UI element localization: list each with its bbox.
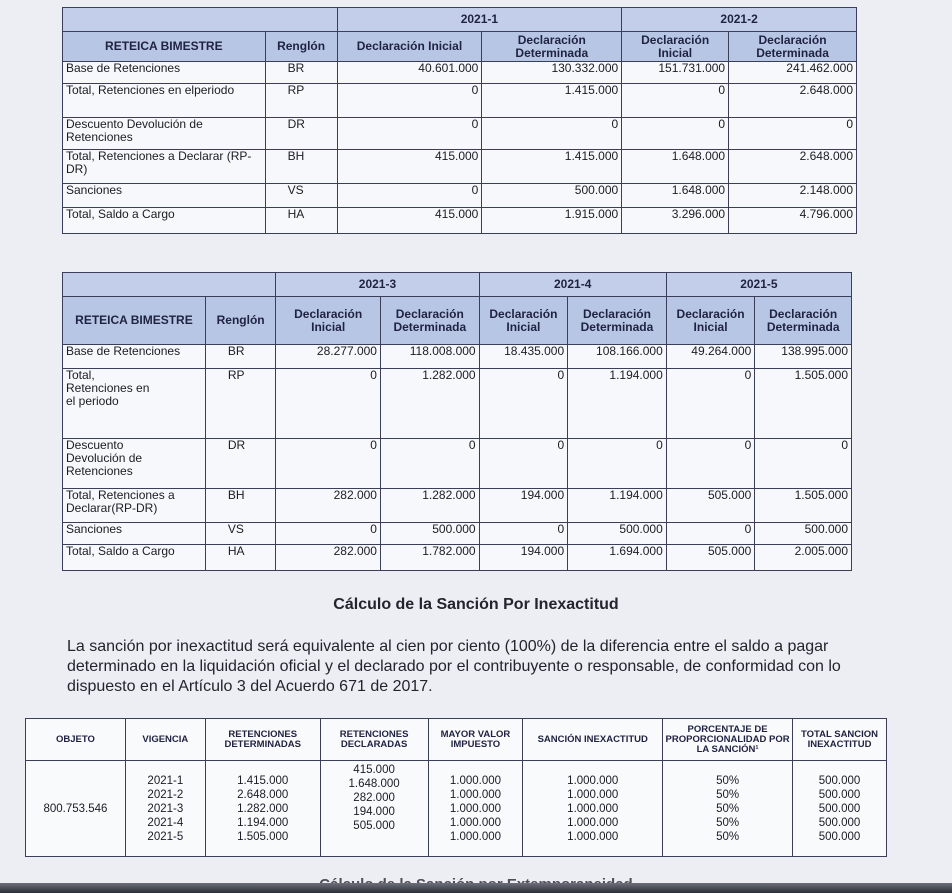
determinada-header: Declaración Determinada <box>380 297 479 345</box>
value-cell: 2.005.000 <box>755 545 852 571</box>
renglon-header: Renglón <box>265 32 337 62</box>
porcentaje-header: PORCENTAJE DE PROPORCIONALIDAD POR LA SANCIÓN¹ <box>663 719 793 761</box>
value-cell: 1.915.000 <box>482 208 622 234</box>
table-row <box>63 345 852 369</box>
value-cell: 2.648.000 <box>729 84 857 118</box>
vigencia-value: 2021-5 <box>147 830 184 843</box>
value-cell: 500.000 <box>755 523 852 545</box>
value-cell: 2.648.000 <box>729 150 857 184</box>
vigencia-header: VIGENCIA <box>125 719 205 761</box>
value-cell: 0 <box>568 439 667 489</box>
sancion-header: SANCIÓN INEXACTITUD <box>523 719 663 761</box>
determinadas-cell <box>205 761 320 857</box>
table-row <box>63 84 857 118</box>
value-cell: 0 <box>337 118 482 150</box>
row-code: HA <box>265 208 337 234</box>
value-cell: 151.731.000 <box>622 62 729 84</box>
period-header: 2021-1 <box>337 8 622 32</box>
total-value: 500.000 <box>818 816 861 829</box>
mayor-valor-value: 1.000.000 <box>449 816 502 829</box>
determinadas-header: RETENCIONES DETERMINADAS <box>205 719 320 761</box>
row-label: Base de Retenciones <box>63 345 206 369</box>
value-cell: 282.000 <box>276 489 381 523</box>
value-cell: 0 <box>479 369 568 439</box>
corner-cell <box>63 8 338 32</box>
total-cell <box>793 761 887 857</box>
value-cell: 118.008.000 <box>380 345 479 369</box>
value-cell: 1.782.000 <box>380 545 479 571</box>
value-cell: 1.282.000 <box>380 369 479 439</box>
inicial-header: Declaración Inicial <box>666 297 755 345</box>
row-label: Base de Retenciones <box>63 62 266 84</box>
table-row <box>63 208 857 234</box>
row-code: RP <box>205 369 275 439</box>
determinadas-value: 1.415.000 <box>237 774 289 787</box>
section-title: Cálculo de la Sanción Por Inexactitud <box>333 596 619 613</box>
sancion-value: 1.000.000 <box>567 788 619 801</box>
value-cell: 1.648.000 <box>622 150 729 184</box>
total-value: 500.000 <box>818 802 861 815</box>
value-cell: 0 <box>276 369 381 439</box>
table-row <box>63 184 857 208</box>
value-cell: 0 <box>479 439 568 489</box>
porcentaje-value: 50% <box>716 830 740 843</box>
period-header: 2021-3 <box>276 273 479 297</box>
value-cell: 1.415.000 <box>482 84 622 118</box>
row-code: BH <box>205 489 275 523</box>
row-code: BR <box>205 345 275 369</box>
value-cell: 194.000 <box>479 489 568 523</box>
objeto-header: OBJETO <box>26 719 126 761</box>
value-cell: 2.148.000 <box>729 184 857 208</box>
total-value: 500.000 <box>818 830 861 843</box>
porcentaje-cell <box>663 761 793 857</box>
determinada-header: Declaración Determinada <box>482 32 622 62</box>
sancion-value: 1.000.000 <box>567 816 619 829</box>
vigencia-value: 2021-4 <box>147 816 184 829</box>
vigencia-cell <box>125 761 205 857</box>
table-row <box>63 62 857 84</box>
row-label: Total, Saldo a Cargo <box>63 545 206 571</box>
row-label: Descuento Devolución de Retenciones <box>63 118 266 150</box>
value-cell: 1.194.000 <box>568 489 667 523</box>
table-row <box>63 150 857 184</box>
reteica-table-2021-3-5 <box>62 272 852 571</box>
value-cell: 505.000 <box>666 545 755 571</box>
value-cell: 0 <box>666 439 755 489</box>
row-label: Sanciones <box>63 523 206 545</box>
porcentaje-value: 50% <box>716 774 740 787</box>
value-cell: 49.264.000 <box>666 345 755 369</box>
value-cell: 500.000 <box>380 523 479 545</box>
value-cell: 0 <box>337 84 482 118</box>
value-cell: 194.000 <box>479 545 568 571</box>
row-label: Total, Retenciones a Declarar (RP-DR) <box>63 150 266 184</box>
value-cell: 0 <box>380 439 479 489</box>
value-cell: 130.332.000 <box>482 62 622 84</box>
table-row <box>63 369 852 439</box>
value-cell: 0 <box>755 439 852 489</box>
inicial-header: Declaración Inicial <box>622 32 729 62</box>
value-cell: 0 <box>622 118 729 150</box>
value-cell: 415.000 <box>337 208 482 234</box>
value-cell: 500.000 <box>568 523 667 545</box>
total-value: 500.000 <box>818 788 861 801</box>
row-code: BH <box>265 150 337 184</box>
corner-cell <box>63 273 276 297</box>
declaradas-value: 194.000 <box>353 806 395 818</box>
value-cell: 500.000 <box>482 184 622 208</box>
value-cell: 1.194.000 <box>568 369 667 439</box>
value-cell: 1.282.000 <box>380 489 479 523</box>
value-cell: 108.166.000 <box>568 345 667 369</box>
determinada-header: Declaración Determinada <box>729 32 857 62</box>
value-cell: 18.435.000 <box>479 345 568 369</box>
determinadas-value: 1.505.000 <box>237 830 289 843</box>
mayor-valor-value: 1.000.000 <box>449 830 502 843</box>
declaradas-cell <box>320 761 428 857</box>
row-code: DR <box>205 439 275 489</box>
sancion-value: 1.000.000 <box>567 802 619 815</box>
row-code: DR <box>265 118 337 150</box>
declaradas-value: 415.000 <box>353 764 395 776</box>
section-paragraph: La sanción por inexactitud será equivalente al cien por ciento (100%) de la diferencia entre el saldo a pagar determinado en la liquidación oficial y el declarado por el contribuyente o responsable, de conformidad con lo dispuesto en el Artículo 3 del Acuerdo 671 de 2017. <box>67 638 841 695</box>
row-label: Total, Saldo a Cargo <box>63 208 266 234</box>
value-cell: 1.505.000 <box>755 369 852 439</box>
porcentaje-value: 50% <box>716 802 740 815</box>
value-cell: 1.648.000 <box>622 184 729 208</box>
vigencia-value: 2021-3 <box>147 802 184 815</box>
mayor-valor-cell <box>428 761 523 857</box>
value-cell: 138.995.000 <box>755 345 852 369</box>
value-cell: 0 <box>482 118 622 150</box>
value-cell: 0 <box>666 523 755 545</box>
value-cell: 40.601.000 <box>337 62 482 84</box>
sancion-inexactitud-table <box>25 718 887 857</box>
value-cell: 3.296.000 <box>622 208 729 234</box>
determinada-header: Declaración Determinada <box>755 297 852 345</box>
sancion-cell <box>523 761 663 857</box>
declaradas-value: 282.000 <box>353 792 395 804</box>
row-label: Sanciones <box>63 184 266 208</box>
declaradas-value: 1.648.000 <box>348 778 400 790</box>
sancion-value: 1.000.000 <box>567 774 619 787</box>
concept-header: RETEICA BIMESTRE <box>63 297 206 345</box>
row-code: VS <box>205 523 275 545</box>
vigencia-value: 2021-1 <box>147 774 184 787</box>
row-code: RP <box>265 84 337 118</box>
reteica-table-2021-1-2 <box>62 7 857 234</box>
mayor-valor-value: 1.000.000 <box>449 788 502 801</box>
value-cell: 0 <box>729 118 857 150</box>
table-row <box>63 489 852 523</box>
row-label: Descuento Devolución de Retenciones <box>63 439 206 489</box>
period-header: 2021-2 <box>622 8 857 32</box>
value-cell: 282.000 <box>276 545 381 571</box>
table-row <box>63 545 852 571</box>
value-cell: 0 <box>276 523 381 545</box>
determinada-header: Declaración Determinada <box>568 297 667 345</box>
declaradas-header: RETENCIONES DECLARADAS <box>320 719 428 761</box>
declaradas-value: 505.000 <box>353 820 395 832</box>
mayor-valor-value: 1.000.000 <box>449 802 502 815</box>
determinadas-value: 1.194.000 <box>237 816 289 829</box>
value-cell: 4.796.000 <box>729 208 857 234</box>
concept-header: RETEICA BIMESTRE <box>63 32 266 62</box>
row-code: VS <box>265 184 337 208</box>
value-cell: 241.462.000 <box>729 62 857 84</box>
determinadas-value: 2.648.000 <box>237 788 289 801</box>
mayor-valor-header: MAYOR VALOR IMPUESTO <box>428 719 523 761</box>
value-cell: 0 <box>276 439 381 489</box>
total-value: 500.000 <box>818 774 861 787</box>
row-label: Total, Retenciones en el periodo <box>63 369 206 439</box>
sancion-value: 1.000.000 <box>567 830 619 843</box>
value-cell: 28.277.000 <box>276 345 381 369</box>
row-code: BR <box>265 62 337 84</box>
porcentaje-value: 50% <box>716 816 740 829</box>
table-row <box>63 439 852 489</box>
value-cell: 505.000 <box>666 489 755 523</box>
bottom-edge <box>0 883 952 893</box>
table-row <box>26 761 887 857</box>
table-row <box>63 118 857 150</box>
determinadas-value: 1.282.000 <box>237 802 289 815</box>
row-label: Total, Retenciones a Declarar(RP-DR) <box>63 489 206 523</box>
table-row <box>63 523 852 545</box>
value-cell: 1.505.000 <box>755 489 852 523</box>
mayor-valor-value: 1.000.000 <box>449 774 502 787</box>
value-cell: 0 <box>666 369 755 439</box>
value-cell: 1.694.000 <box>568 545 667 571</box>
row-label: Total, Retenciones en elperiodo <box>63 84 266 118</box>
value-cell: 1.415.000 <box>482 150 622 184</box>
total-header: TOTAL SANCION INEXACTITUD <box>793 719 887 761</box>
inicial-header: Declaración Inicial <box>479 297 568 345</box>
value-cell: 0 <box>337 184 482 208</box>
value-cell: 415.000 <box>337 150 482 184</box>
vigencia-value: 2021-2 <box>147 788 184 801</box>
row-code: HA <box>205 545 275 571</box>
porcentaje-value: 50% <box>716 788 740 801</box>
period-header: 2021-5 <box>666 273 851 297</box>
objeto-cell: 800.753.546 <box>26 761 126 857</box>
value-cell: 0 <box>622 84 729 118</box>
value-cell: 0 <box>479 523 568 545</box>
inicial-header: Declaración Inicial <box>276 297 381 345</box>
renglon-header: Renglón <box>205 297 275 345</box>
inicial-header: Declaración Inicial <box>337 32 482 62</box>
period-header: 2021-4 <box>479 273 666 297</box>
